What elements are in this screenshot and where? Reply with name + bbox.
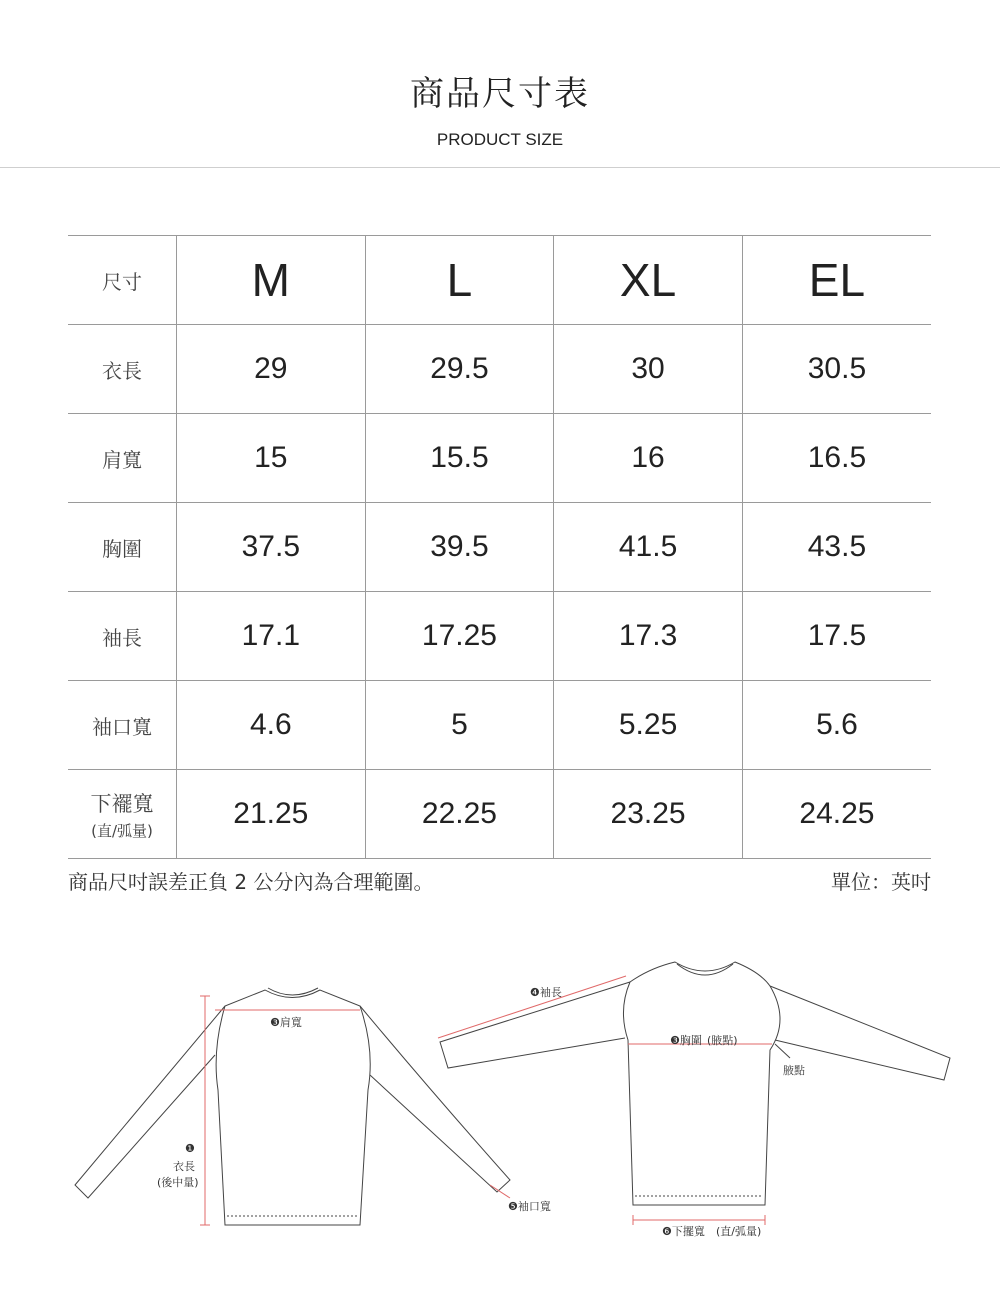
row-label: 胸圍: [68, 503, 177, 592]
row-label: [68, 770, 177, 859]
table-row: [68, 503, 931, 592]
chest-sub-label: (腋點): [707, 1034, 738, 1047]
table-row: [68, 770, 931, 859]
table-row: [68, 592, 931, 681]
chest-label: ❸胸圍: [670, 1034, 702, 1047]
tolerance-note: 商品尺吋誤差正負 2 公分內為合理範圍。: [68, 870, 434, 894]
length-number-label: ❶: [185, 1142, 195, 1155]
front-shirt-illustration: [440, 962, 950, 1205]
table-cell: 5.6: [742, 681, 931, 770]
shoulder-label: ❸肩寬: [270, 1016, 302, 1029]
corner-label: 尺寸: [68, 236, 177, 325]
table-row: [68, 414, 931, 503]
row-label-sub: (直/弧量): [91, 821, 153, 840]
row-label: 衣長: [68, 325, 177, 414]
table-row: [68, 325, 931, 414]
table-cell: 29.5: [365, 325, 554, 414]
row-label: 肩寬: [68, 414, 177, 503]
table-cell: 22.25: [365, 770, 554, 859]
table-cell: 21.25: [177, 770, 366, 859]
table-cell: 24.25: [742, 770, 931, 859]
table-cell: 29: [177, 325, 366, 414]
table-cell: 43.5: [742, 503, 931, 592]
table-row: [68, 681, 931, 770]
front-measure-lines: [438, 976, 772, 1225]
page-title: 商品尺寸表: [410, 74, 590, 114]
table-cell: 23.25: [554, 770, 743, 859]
size-header-el: EL: [742, 236, 931, 325]
table-cell: 4.6: [177, 681, 366, 770]
table-cell: 17.1: [177, 592, 366, 681]
row-label: 袖長: [68, 592, 177, 681]
table-cell: 30: [554, 325, 743, 414]
length-label: 衣長: [173, 1160, 195, 1173]
sleeve-length-label: ❹袖長: [530, 986, 562, 999]
table-cell: 39.5: [365, 503, 554, 592]
table-cell: 15: [177, 414, 366, 503]
table-cell: 15.5: [365, 414, 554, 503]
table-cell: 41.5: [554, 503, 743, 592]
table-cell: 37.5: [177, 503, 366, 592]
table-cell: 5: [365, 681, 554, 770]
hem-label: ❻下擺寬: [662, 1225, 705, 1238]
back-measure-lines: [200, 996, 510, 1225]
table-cell: 16.5: [742, 414, 931, 503]
row-label: 袖口寬: [68, 681, 177, 770]
measurement-diagram: [0, 940, 1000, 1240]
hem-sub-label: (直/弧量): [716, 1225, 762, 1238]
row-label-main: 下襬寬: [90, 791, 154, 816]
size-header-xl: XL: [554, 236, 743, 325]
table-cell: 16: [554, 414, 743, 503]
unit-label: 單位：英吋: [831, 870, 931, 894]
table-cell: 5.25: [554, 681, 743, 770]
size-table: [68, 235, 931, 859]
length-sub-label: (後中量): [157, 1176, 199, 1189]
table-cell: 17.3: [554, 592, 743, 681]
armpit-arrow: [775, 1044, 790, 1058]
table-header-row: [68, 236, 931, 325]
armpit-label: 腋點: [783, 1064, 805, 1077]
table-cell: 30.5: [742, 325, 931, 414]
table-cell: 17.25: [365, 592, 554, 681]
table-cell: 17.5: [742, 592, 931, 681]
header-divider: [0, 167, 1000, 168]
size-header-m: M: [177, 236, 366, 325]
page-subtitle: PRODUCT SIZE: [436, 130, 564, 149]
cuff-label: ❺袖口寬: [508, 1200, 551, 1213]
size-header-l: L: [365, 236, 554, 325]
